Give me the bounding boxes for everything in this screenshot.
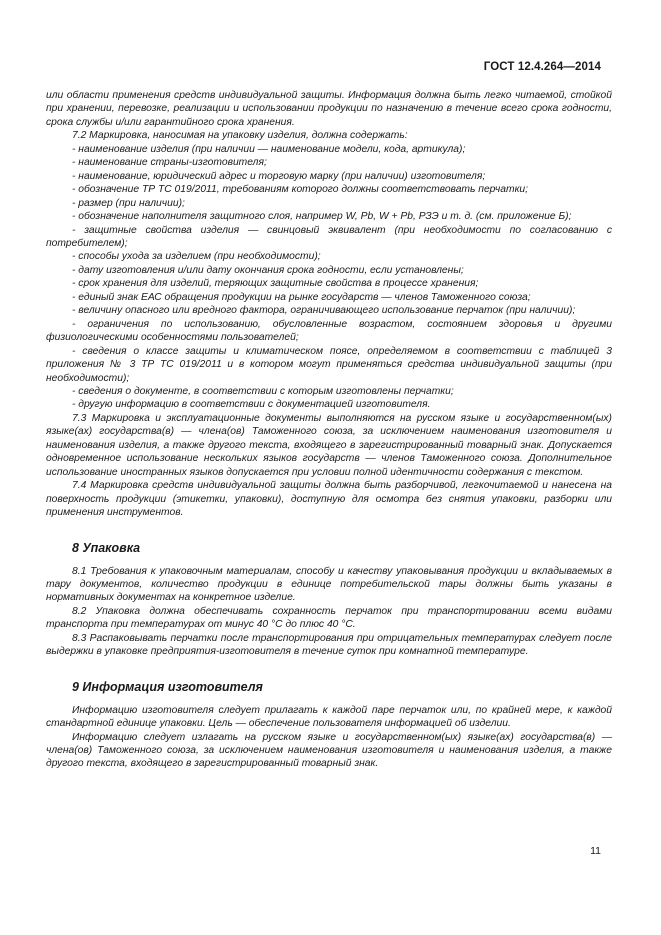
paragraph-7-2: 7.2 Маркировка, наносимая на упаковку изделия, должна содержать: <box>72 130 408 142</box>
document-body <box>46 89 612 771</box>
paragraph-7-3: 7.3 Маркировка и эксплуатационные документы выполняются на русском языке и государственном(ых) языке(ах) государства(в) — члена(ов) Таможенного союза, за исключением наименования изготовителя и наименования изделия, а также другого текста, входящего в зарегистрированный товарный знак. Допускается одновременное использование нескольких языков государств — членов Таможенного союза. Дополнительное использование иностранных языков допускается при условии полной идентичности содержания с текстом. <box>46 412 612 478</box>
list-item: - обозначение ТР ТС 019/2011, требованиям которого должны соответствовать перчатки; <box>72 184 529 196</box>
list-item: - единый знак ЕАС обращения продукции на рынке государств — членов Таможенного союза; <box>72 291 531 303</box>
paragraph-8-2: 8.2 Упаковка должна обеспечивать сохранность перчаток при транспортировании всеми видами транспорта при температурах от минус 40 °С до плюс 40 °С. <box>46 605 612 631</box>
paragraph-8-1: 8.1 Требования к упаковочным материалам, способу и качеству упаковывания продукции и вкладываемых в тару документов, количество продукции в единице потребительской тары должны быть указаны в нормативных документах на конкретное изделие. <box>46 565 612 604</box>
list-item: - сведения о документе, в соответствии с которым изготовлены перчатки; <box>72 385 454 397</box>
list-item: - дату изготовления и/или дату окончания срока годности, если установлены; <box>72 264 464 276</box>
list-item: - обозначение наполнителя защитного слоя, например W, Pb, W + Pb, РЗЭ и т. д. (см. приложение Б); <box>72 211 572 223</box>
list-item: - размер (при наличии); <box>72 197 185 209</box>
list-item: - наименование, юридический адрес и торговую марку (при наличии) изготовителя; <box>72 170 486 182</box>
list-item: - способы ухода за изделием (при необходимости); <box>72 251 321 263</box>
section-9-heading: 9 Информация изготовителя <box>72 679 263 694</box>
page-number: 11 <box>590 845 601 857</box>
list-item: - защитные свойства изделия — свинцовый эквивалент (при необходимости по согласованию с потребителем); <box>46 224 612 249</box>
paragraph-7-4: 7.4 Маркировка средств индивидуальной защиты должна быть разборчивой, легкочитаемой и нанесена на поверхность продукции (этикетки, упаковки), доступную для осмотра без снятия упаковки, разборки или применения инструментов. <box>46 480 612 519</box>
list-item: - другую информацию в соответствии с документацией изготовителя. <box>72 399 431 411</box>
paragraph-8-3: 8.3 Распаковывать перчатки после транспортирования при отрицательных температурах следует после выдержки в упаковке предприятия-изготовителя в течение суток при комнатной температуре. <box>46 632 612 658</box>
marking-list <box>46 143 612 412</box>
section9-paragraph-1: Информацию изготовителя следует прилагать к каждой паре перчаток или, по крайней мере, к каждой стандартной единице упаковки. Цель — обеспечение пользователя информацией об изделии. <box>46 704 612 730</box>
section-8-heading: 8 Упаковка <box>72 540 141 555</box>
list-item: - наименование страны-изготовителя; <box>72 157 267 169</box>
section7-intro-paragraph: или области применения средств индивидуальной защиты. Информация должна быть легко читаемой, стойкой при хранении, перевозке, реализации и использовании продукции по назначению в течение всего срока годности, срока службы и/или гарантийного срока хранения. <box>46 90 612 128</box>
list-item: - сведения о классе защиты и климатическом поясе, определяемом в соответствии с таблицей 3 приложения № 3 ТР ТС 019/2011 и в котором могут применяться средства индивидуальной защиты (при необходимости); <box>46 345 612 384</box>
list-item: - наименование изделия (при наличии — наименование модели, кода, артикула); <box>72 143 466 155</box>
list-item: - ограничения по использованию, обусловленные возрастом, состоянием здоровья и другими физиологическими особенностями пользователей; <box>46 318 612 344</box>
list-item: - срок хранения для изделий, теряющих защитные свойства в процессе хранения; <box>72 278 479 290</box>
list-item: - величину опасного или вредного фактора, ограничивающего использование перчаток (при наличии); <box>72 305 576 317</box>
standard-header: ГОСТ 12.4.264—2014 <box>483 61 601 73</box>
section9-paragraph-2: Информацию следует излагать на русском языке и государственном(ых) языке(ах) государства(в) — члена(ов) Таможенного союза, за исключением наименования изготовителя и наименования изделия, а также другого текста, входящего в зарегистрированный товарный знак. <box>46 731 612 770</box>
